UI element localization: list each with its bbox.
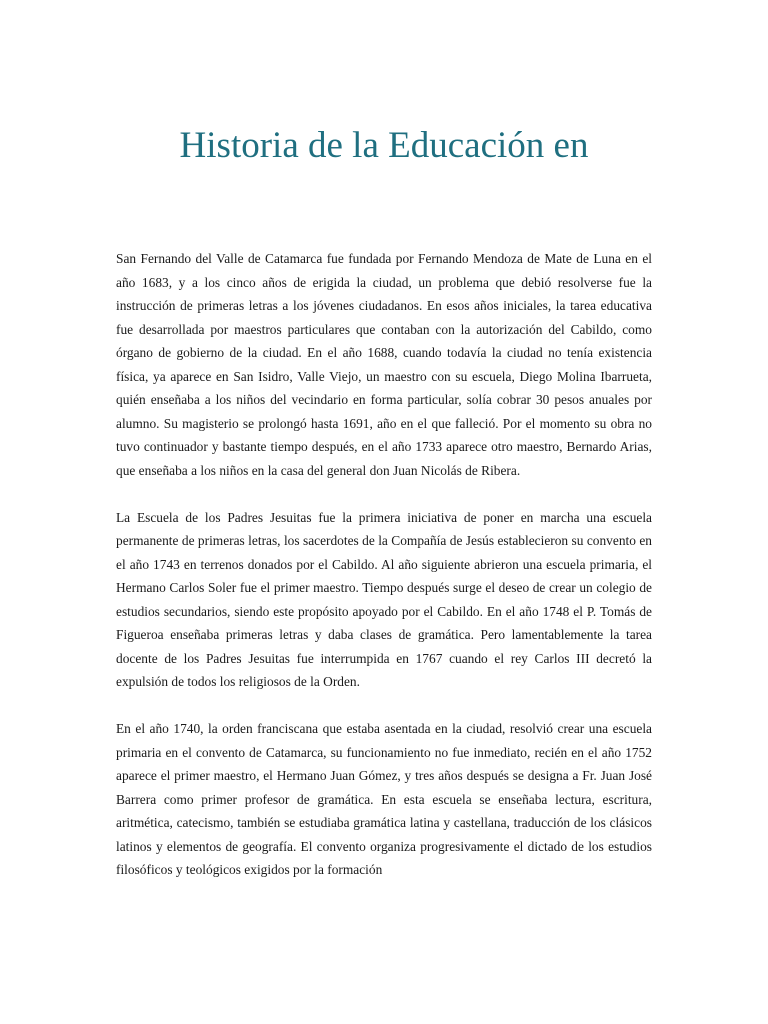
paragraph-2: La Escuela de los Padres Jesuitas fue la primera iniciativa de poner en marcha una escuela permanente de primeras letras, los sacerdotes de la Compañía de Jesús establecieron su convento en el año 1743 en terrenos donados por el Cabildo. Al año siguiente abrieron una escuela primaria, el Hermano Carlos Soler fue el primer maestro. Tiempo después surge el deseo de crear un colegio de estudios secundarios, siendo este propósito apoyado por el Cabildo. En el año 1748 el P. Tomás de Figueroa enseñaba primeras letras y daba clases de gramática. Pero lamentablemente la tarea docente de los Padres Jesuitas fue interrumpida en 1767 cuando el rey Carlos III decretó la expulsión de todos los religiosos de la Orden. (116, 509, 652, 689)
document-body (116, 247, 652, 905)
document-title: Historia de la Educación en (179, 125, 589, 166)
paragraph-3: En el año 1740, la orden franciscana que estaba asentada en la ciudad, resolvió crear una escuela primaria en el convento de Catamarca, su funcionamiento no fue inmediato, recién en el año 1752 aparece el primer maestro, el Hermano Juan Gómez, y tres años después se designa a Fr. Juan José Barrera como primer profesor de gramática. En esta escuela se enseñaba lectura, escritura, aritmética, catecismo, también se estudiaba gramática latina y castellana, traducción de los clásicos latinos y elementos de geografía. El convento organiza progresivamente el dictado de los estudios filosóficos y teológicos exigidos por la formación (116, 721, 652, 877)
paragraph-1: San Fernando del Valle de Catamarca fue fundada por Fernando Mendoza de Mate de Luna en el año 1683, y a los cinco años de erigida la ciudad, un problema que debió resolverse fue la instrucción de primeras letras a los jóvenes ciudadanos. En esos años iniciales, la tarea educativa fue desarrollada por maestros particulares que contaban con la autorización del Cabildo, como órgano de gobierno de la ciudad. En el año 1688, cuando todavía la ciudad no tenía existencia física, ya aparece en San Isidro, Valle Viejo, un maestro con su escuela, Diego Molina Ibarrueta, quién enseñaba a los niños del vecindario en forma particular, solía cobrar 30 pesos anuales por alumno. Su magisterio se prolongó hasta 1691, año en el que falleció. Por el momento su obra no tuvo continuador y bastante tiempo después, en el año 1733 aparece otro maestro, Bernardo Arias, que enseñaba a los niños en la casa del general don Juan Nicolás de Ribera. (116, 251, 652, 478)
